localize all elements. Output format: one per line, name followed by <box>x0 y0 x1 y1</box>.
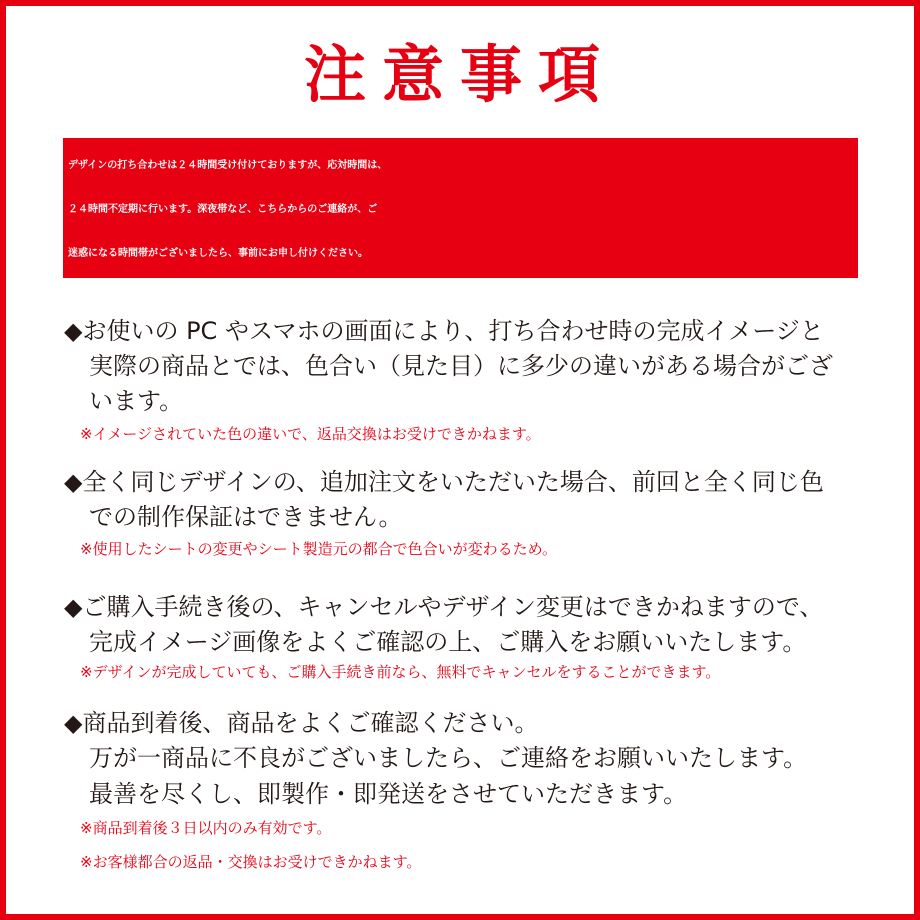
item-3-line-1: ◆ご購入手続き後の、キャンセルやデザイン変更はできかねますので、 <box>64 593 824 621</box>
item-1-line-2: 実際の商品とでは、色合い（見た目）に多少の違いがある場合がござ <box>89 352 833 380</box>
item-3-line-2: 完成イメージ画像をよくご確認の上、ご購入をお願いいたします。 <box>89 628 807 656</box>
banner-line: ２４時間不定期に行います。深夜帯など、こちらからのご連絡が、ご <box>68 204 378 215</box>
item-4-line-2: 万が一商品に不良がございましたら、ご連絡をお願いいたします。 <box>89 744 808 772</box>
banner-line: 迷惑になる時間帯がございましたら、事前にお申し付けください。 <box>68 248 368 259</box>
item-4-line-1: ◆商品到着後、商品をよくご確認ください。 <box>64 709 539 737</box>
item-3-note: ※デザインが完成していても、ご購入手続き前なら、無料でキャンセルをすることができます。 <box>80 663 721 681</box>
item-1-line-1: ◆お使いの PC やスマホの画面により、打ち合わせ時の完成イメージと <box>64 317 824 345</box>
item-4-note-1: ※商品到着後３日以内のみ有効です。 <box>80 819 332 837</box>
item-4-note-2: ※お客様都合の返品・交換はお受けできかねます。 <box>80 853 422 871</box>
item-4-line-3: 最善を尽くし、即製作・即発送をさせていただきます。 <box>89 780 688 808</box>
item-2-line-2: での制作保証はできません。 <box>89 503 403 531</box>
item-2-note: ※使用したシートの変更やシート製造元の都合で色合いが変わるため。 <box>80 540 557 558</box>
page-title: 注意事項 <box>303 38 616 111</box>
notice-banner <box>63 138 858 278</box>
item-1-line-3: います。 <box>89 387 184 415</box>
item-2-line-1: ◆全く同じデザインの、追加注文をいただいた場合、前回と全く同じ色 <box>64 468 824 496</box>
item-1-note: ※イメージされていた色の違いで、返品交換はお受けできかねます。 <box>80 425 541 443</box>
banner-line: デザインの打ち合わせは２４時間受け付けておりますが、応対時間は、 <box>68 160 388 171</box>
